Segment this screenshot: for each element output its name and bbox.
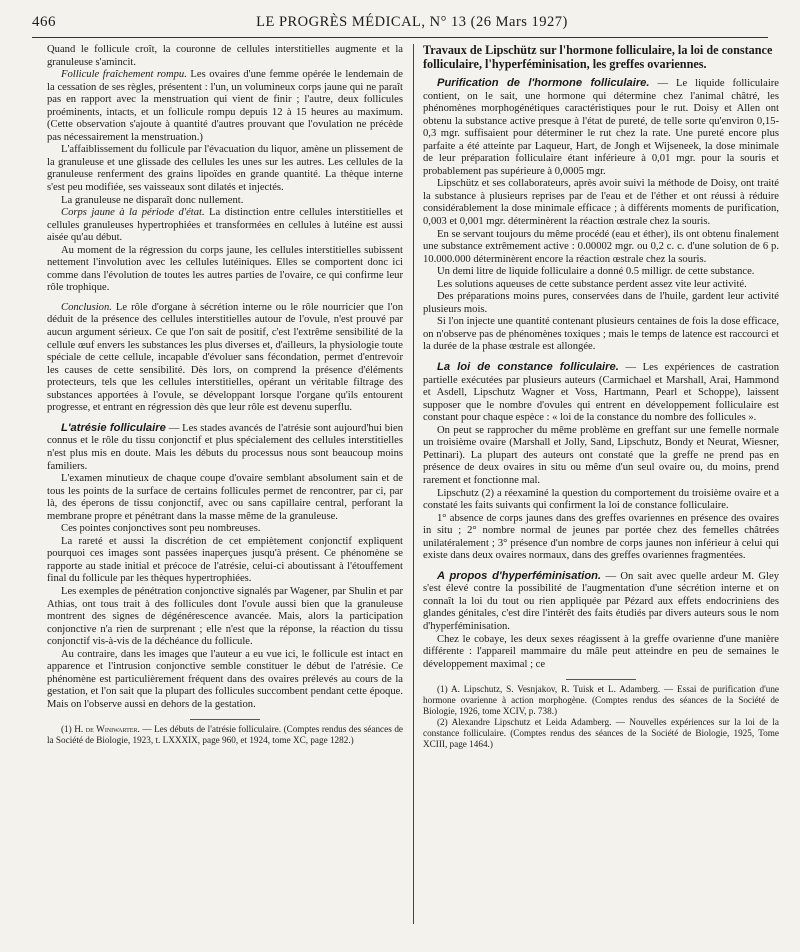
- subheading: Follicule fraîchement rompu.: [61, 69, 187, 81]
- paragraph: Les exemples de pénétration conjonctive signalés par Wagener, par Shulin et par Athias, ont tous trait à des follicules dont l'ovule aussi bien que la granuleuse montrent des signes de dégénérescence avancée. Mais, alors la participation conjonctive n'a rien de surprenant ; elle n'est que la réponse, la réaction du tissu conjonctif vis-à-vis de la déchéance du follicule.: [47, 585, 403, 648]
- header-rule: [32, 37, 768, 38]
- paragraph-text: La distinction entre cellules interstitielles et cellules granuleuses hypertrophiées et transformées en cellules à lutéine est aussi aisée qu'au début.: [47, 207, 403, 244]
- section-heading: La loi de constance folliculaire.: [437, 361, 619, 374]
- paragraph-text: Les ovaires d'une femme opérée le lendemain de la cessation de ses règles, présentent : l'un, un volumineux corps jaune qui ne paraît pas en rapport avec la menstruation qui vient de finir ; l'autre, deux follicules proéminents, intacts, et un follicule rompu depuis 12 à 15 heures au maximum. (Cette observation s'ajoute à quantité d'autres prouvant que l'ovulation ne précède pas nécessairement la menstruation.): [47, 69, 403, 143]
- journal-title: LE PROGRÈS MÉDICAL, N° 13 (26 Mars 1927): [256, 14, 568, 30]
- footnote-rule: [566, 679, 636, 680]
- paragraph: Lipschutz (2) a réexaminé la question du comportement du troisième ovaire et a constaté les faits suivants qui confirment la loi de constance folliculaire.: [423, 487, 779, 512]
- paragraph: [423, 77, 779, 178]
- article-title: Travaux de Lipschütz sur l'hormone folliculaire, la loi de constance folliculaire, l'hyperféminisation, les greffes ovariennes.: [423, 44, 773, 71]
- footnote: (2) Alexandre Lipschutz et Leida Adamberg. — Nouvelles expériences sur la loi de la constance folliculaire. (Comptes rendus des séances de la Société de Biologie, 1925, Tome XCIII, page 1464.): [423, 717, 779, 750]
- footnote: (1) A. Lipschutz, S. Vesnjakov, R. Tuisk et L. Adamberg. — Essai de purification d'une hormone ovarienne à action morphogène. (Comptes rendus des séances de la Société de Biologie, 1926, tome XCIV, p. 738.): [423, 684, 779, 717]
- paragraph-text: — Les expériences de castration partielle exécutées par plusieurs auteurs (Carmichael et Marshall, Arai, Hammond et Asdell, Lipschutz Wagner et Voss, Hartmann, Pearl et Schoppe), laissent supposer que le nombre d'ovules qui entrent en développement folliculaire est constant pour chaque espèce : « loi de la constance du nombre des follicules ».: [423, 362, 779, 424]
- subheading: Corps jaune à la période d'état.: [61, 207, 205, 219]
- left-column: [47, 44, 403, 924]
- paragraph: L'examen minutieux de chaque coupe d'ovaire semblant absolument sain et de tous les points de la surface de certains follicules permet de rencontrer, par ci, par là, des éperons de tissu conjonctif, avec ou sans capillaire central, perforant la membrane propre et pénétrant dans la masse même de la granuleuse.: [47, 473, 403, 522]
- paragraph: Des préparations moins pures, conservées dans de l'huile, gardent leur activité plusieurs mois.: [423, 291, 779, 315]
- paragraph-text: — On sait avec quelle ardeur M. Gley s'est élevé contre la possibilité de l'augmentation d'une sécrétion interne et on connaît la loi du tout ou rien appliquée par Pézard aux effets endocriniens des glandes génitales, c'est dire l'intérêt des faits étudiés par divers auteurs sous le nom d'hyperféminisation.: [423, 570, 779, 632]
- paragraph: Les solutions aqueuses de cette substance perdent assez vite leur activité.: [437, 278, 747, 290]
- paragraph: [423, 570, 779, 634]
- paragraph: [47, 422, 403, 473]
- page-number: 466: [32, 14, 56, 30]
- paragraph: [423, 361, 779, 425]
- paragraph-text: — Les stades avancés de l'atrésie sont aujourd'hui bien connus et le rôle du tissu conjonctif et plus spécialement des cellules interstitielles n'est plus mis en doute. Mais les débuts du processus nous sont beaucoup moins familiers.: [47, 422, 403, 472]
- paragraph: Ces pointes conjonctives sont peu nombreuses.: [61, 523, 261, 535]
- paragraph-text: — Le liquide folliculaire contient, on le sait, une hormone qui détermine chez l'animal châtré, les phénomènes morphogénétiques caractéristiques pour le rut. Doisy et Allen ont obtenu la substance active presque à l'état de pureté, de telle sorte qu'environ 0,15-0,3 mgr. suffisaient pour déterminer le rut chez la rate. Une pureté encore plus parfaite a été atteinte par Laqueur, Hart, de Jongh et Wijseneek, la dose minimale de leur préparation folliculaire étant inférieure à 0,01 mgr. pour la souris et probablement pas supérieure à 0,0005 mgr.: [423, 78, 779, 177]
- paragraph: Si l'on injecte une quantité contenant plusieurs centaines de fois la dose efficace, on n'observe pas de phénomènes toxiques ; mais le temps de latence est raccourci et la durée de la phase œstrale est allongée.: [423, 316, 779, 353]
- paragraph: 1° absence de corps jaunes dans des greffes ovariennes en présence des ovaires in situ ; 2° nombre normal de jeunes par portée chez des femelles châtrées unilatéralement ; 3° présence d'un nombre de corps jaunes non inférieur à celui qui existe dans deux ovaires normaux, dans des greffes ovariennes fragmentées.: [423, 512, 779, 562]
- paragraph: [47, 69, 403, 144]
- paragraph: [47, 207, 403, 245]
- section-heading: L'atrésie folliculaire: [61, 421, 166, 434]
- paragraph: Quand le follicule croît, la couronne de cellules interstitielles augmente et la granuleuse s'amincit.: [47, 44, 403, 68]
- paragraph: Au moment de la régression du corps jaune, les cellules interstitielles subissent nettement l'involution avec les cellules lutéiniques. Elles se comportent donc ici comme dans l'évolution de toutes les autres parties de l'ovaire, ce qui confirme leur rôle trophique.: [47, 244, 403, 294]
- column-divider: [413, 44, 414, 924]
- paragraph: Un demi litre de liquide folliculaire a donné 0.5 milligr. de cette substance.: [437, 266, 755, 278]
- footnote-author: (1) H. de Winiwarter.: [61, 724, 140, 735]
- footnote-rule: [190, 719, 260, 720]
- footnote: [47, 724, 403, 746]
- paragraph: L'affaiblissement du follicule par l'évacuation du liquor, amène un plissement de la granuleuse et une glissade des cellules les unes sur les autres. Les cellules de la granuleuse renferment des grains lipoïdes en grande quantité. La thèque interne s'est peu modifiée, ses vaisseaux sont dilatés et injectés.: [47, 144, 403, 194]
- paragraph: La granuleuse ne disparaît donc nullement.: [61, 194, 244, 206]
- subheading: Conclusion.: [61, 301, 112, 313]
- paragraph: On peut se rapprocher du même problème en greffant sur une femelle normale un troisième ovaire (Marshall et Jolly, Sand, Lipschutz, Bondy et Neurat, Wiesner, Pettinari). La plupart des auteurs ont constaté que la greffe ne prend pas en présence de deux ovaires in situ ou même d'un seul ovaire ou, du moins, prend rarement et fonctionne mal.: [423, 424, 779, 486]
- paragraph-text: Le rôle d'organe à sécrétion interne ou le rôle nourricier que l'on déduit de la présence des cellules interstitielles autour de l'ovule, n'est prouvé par aucun argument sérieux. Ce que l'on sait de positif, c'est l'extrême sensibilité de la cellule œuf envers les substances les plus diverses et, d'ailleurs, la physiologie toute spéciale de cette cellule, incapable d'évoluer sans fécondation, permet d'entrevoir les causes de cette sensibilité. Dès lors, on comprend la présence d'éléments protecteurs, tels que les cellules interstitielles, opérant un véritable filtrage des substances apportées à l'ovule, se développant lorsque l'organe qu'ils entourent progresse, et entrant en régression dès que leur rôle est devenu superflu.: [47, 301, 403, 414]
- paragraph: [47, 302, 403, 415]
- right-column: [423, 44, 779, 924]
- paragraph: Chez le cobaye, les deux sexes réagissent à la greffe ovarienne d'une manière différente : l'appareil mammaire du mâle peut atteindre en peu de semaines le développement maximal ; ce: [423, 633, 779, 670]
- paragraph: Au contraire, dans les images que l'auteur a eu vue ici, le follicule est intact en apparence et l'intrusion conjonctive semble constituer le début de l'atrésie. Ce phénomène est particulièrement fréquent dans des ovaires prélevés au cours de la gestation, et l'on sait que la plupart des follicules succombent pendant cette époque. Mais on l'observe aussi en dehors de la gestation.: [47, 648, 403, 710]
- section-heading: Purification de l'hormone folliculaire.: [437, 77, 650, 89]
- footnote-text: — Les débuts de l'atrésie folliculaire. (Comptes rendus des séances de la Société de Biologie, 1923, t. LXXXIX, page 960, et 1924, tome XC, page 1282.): [47, 724, 403, 746]
- section-heading: A propos d'hyperféminisation.: [437, 569, 602, 582]
- paragraph: Lipschütz et ses collaborateurs, après avoir suivi la méthode de Doisy, ont traité la substance à plusieurs reprises par de l'eau et de l'éther et ont réussi à réduire considérablement la dose minimale efficace ; à différents moments de purification, 0,003 et 0,001 mgr. déterminèrent la réaction œstrale chez la souris.: [423, 178, 779, 228]
- running-header: [32, 14, 768, 36]
- paragraph: En se servant toujours du même procédé (eau et éther), ils ont obtenu finalement une substance extrêmement active : 0.00002 mgr. ou 0,2 c. c. d'une solution de 6 p. 10.000.000 déterminèrent encore la réaction œstrale chez la souris.: [423, 228, 779, 265]
- paragraph: La rareté et aussi la discrétion de cet empiètement conjonctif expliquent pourquoi ces images sont passées inaperçues jusqu'à présent. Ce phénomène se rapporte au stade initial et précoce de l'atrésie, celui-ci aboutissant à l'étouffement final du follicule par les thèques hypertrophiées.: [47, 535, 403, 585]
